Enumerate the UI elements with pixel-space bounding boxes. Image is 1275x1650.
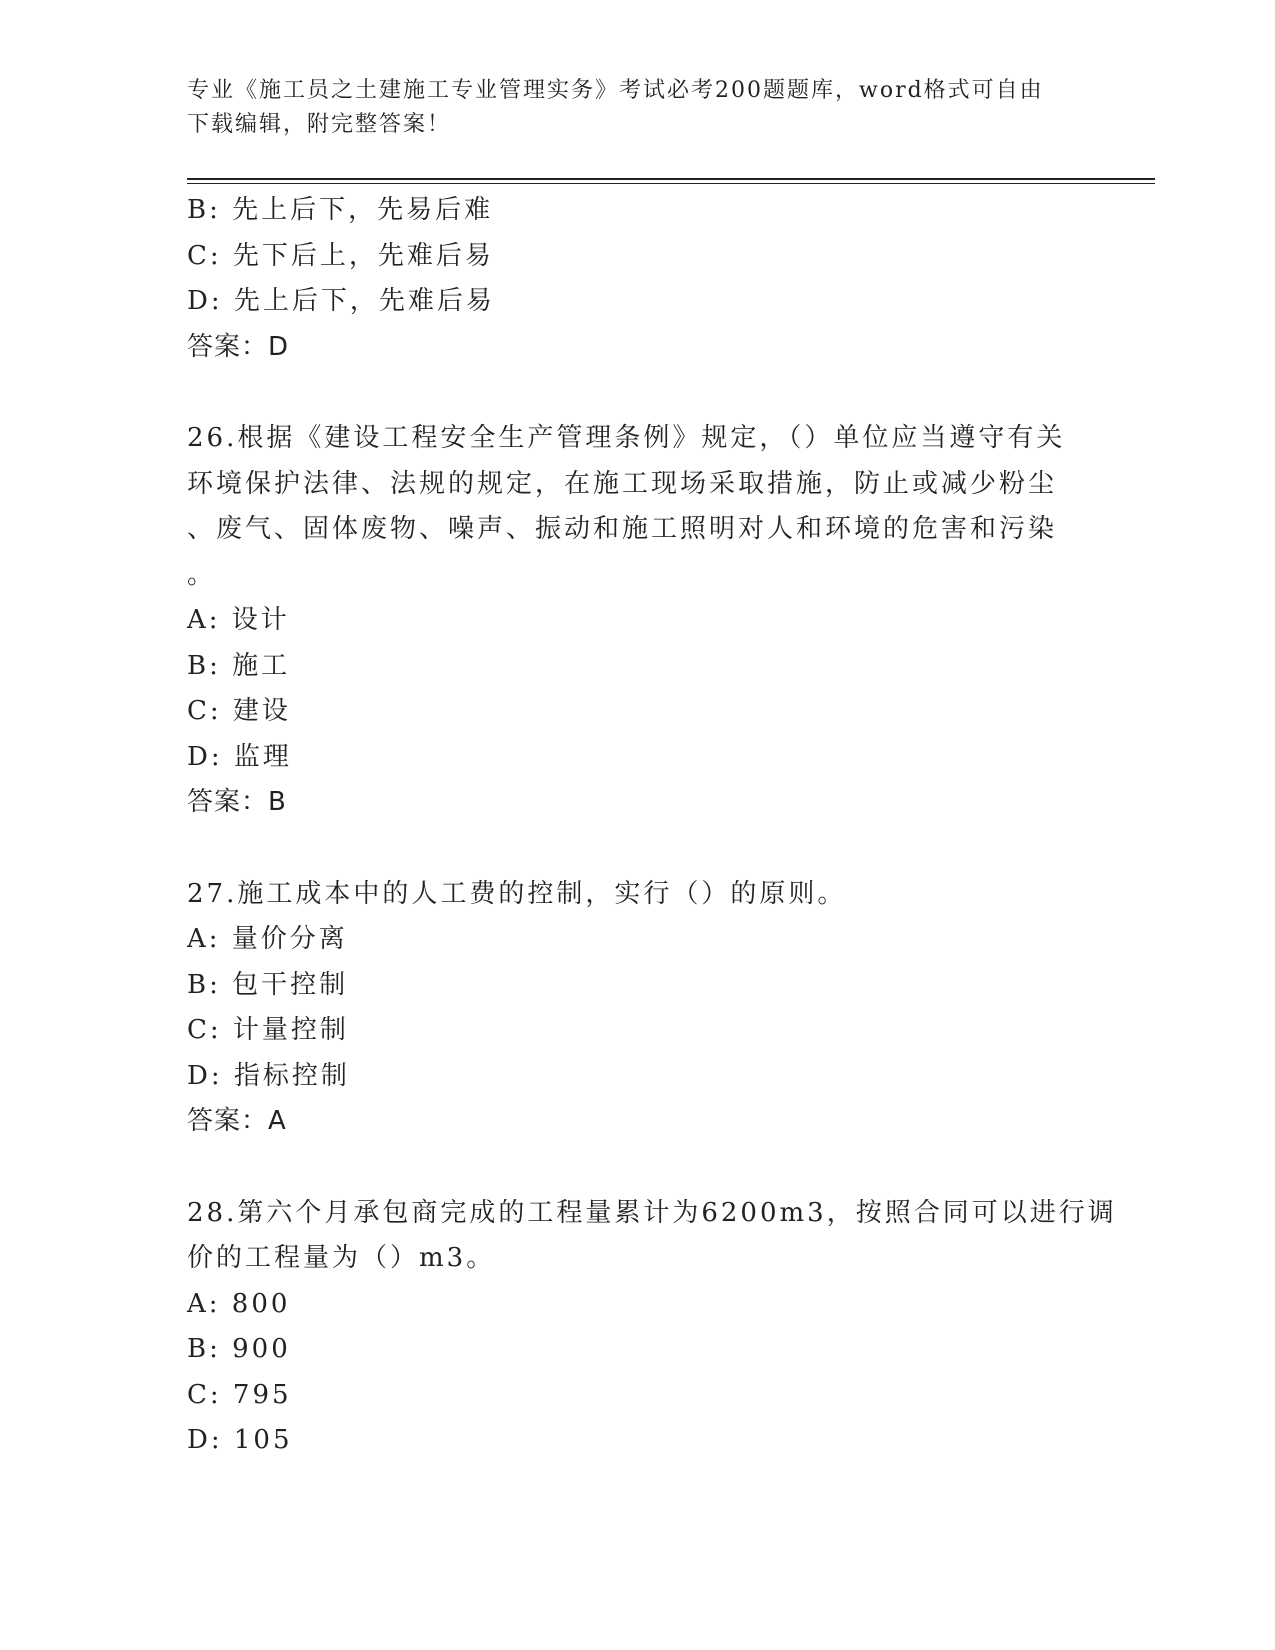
header-rule-thin xyxy=(187,183,1155,184)
question-content xyxy=(187,188,1117,1464)
option-b: B: 900 xyxy=(187,1334,291,1364)
question-stem-line: 价的工程量为（）m3。 xyxy=(187,1243,496,1273)
option-c: C: 建设 xyxy=(187,696,291,726)
option-d: D: 先上后下，先难后易 xyxy=(187,286,495,316)
option-c: C: 795 xyxy=(187,1379,292,1410)
option-a: A: 量价分离 xyxy=(187,924,348,954)
header-line-1: 专业《施工员之土建施工专业管理实务》考试必考200题题库，word格式可自由 xyxy=(187,78,1044,103)
question-stem-line: 。 xyxy=(187,559,217,590)
answer-label: 答案：B xyxy=(187,787,287,817)
option-b: B: 包干控制 xyxy=(187,969,349,1000)
question-spacer xyxy=(187,1145,1117,1191)
question-stem-line: 28.第六个月承包商完成的工程量累计为6200m3，按照合同可以进行调 xyxy=(187,1197,1117,1228)
option-b: B: 先上后下，先易后难 xyxy=(187,195,494,225)
header-line-2: 下载编辑，附完整答案！ xyxy=(187,112,452,137)
answer-label: 答案：A xyxy=(187,1106,287,1136)
option-c: C: 先下后上，先难后易 xyxy=(187,240,494,271)
question-spacer xyxy=(187,826,1117,872)
question-28 xyxy=(187,1191,1117,1464)
question-stem-line: 26.根据《建设工程安全生产管理条例》规定，（）单位应当遵守有关 xyxy=(187,423,1066,453)
answer-label: 答案：D xyxy=(187,331,290,362)
option-d: D: 监理 xyxy=(187,741,292,772)
option-c: C: 计量控制 xyxy=(187,1015,349,1045)
option-a: A: 800 xyxy=(187,1288,291,1319)
question-spacer xyxy=(187,370,1117,416)
question-27 xyxy=(187,872,1117,1145)
question-stem-line: 环境保护法律、法规的规定，在施工现场采取措施，防止或减少粉尘 xyxy=(187,468,1058,499)
question-stem-line: 27.施工成本中的人工费的控制，实行（）的原则。 xyxy=(187,878,847,909)
header-rule-thick xyxy=(187,178,1155,180)
option-b: B: 施工 xyxy=(187,650,291,681)
question-stem-line: 、废气、固体废物、噪声、振动和施工照明对人和环境的危害和污染 xyxy=(187,514,1058,544)
option-a: A: 设计 xyxy=(187,605,290,635)
question-25-partial xyxy=(187,188,1117,370)
question-26 xyxy=(187,416,1117,826)
option-d: D: 105 xyxy=(187,1425,293,1455)
option-d: D: 指标控制 xyxy=(187,1060,350,1091)
document-header xyxy=(187,74,1087,142)
